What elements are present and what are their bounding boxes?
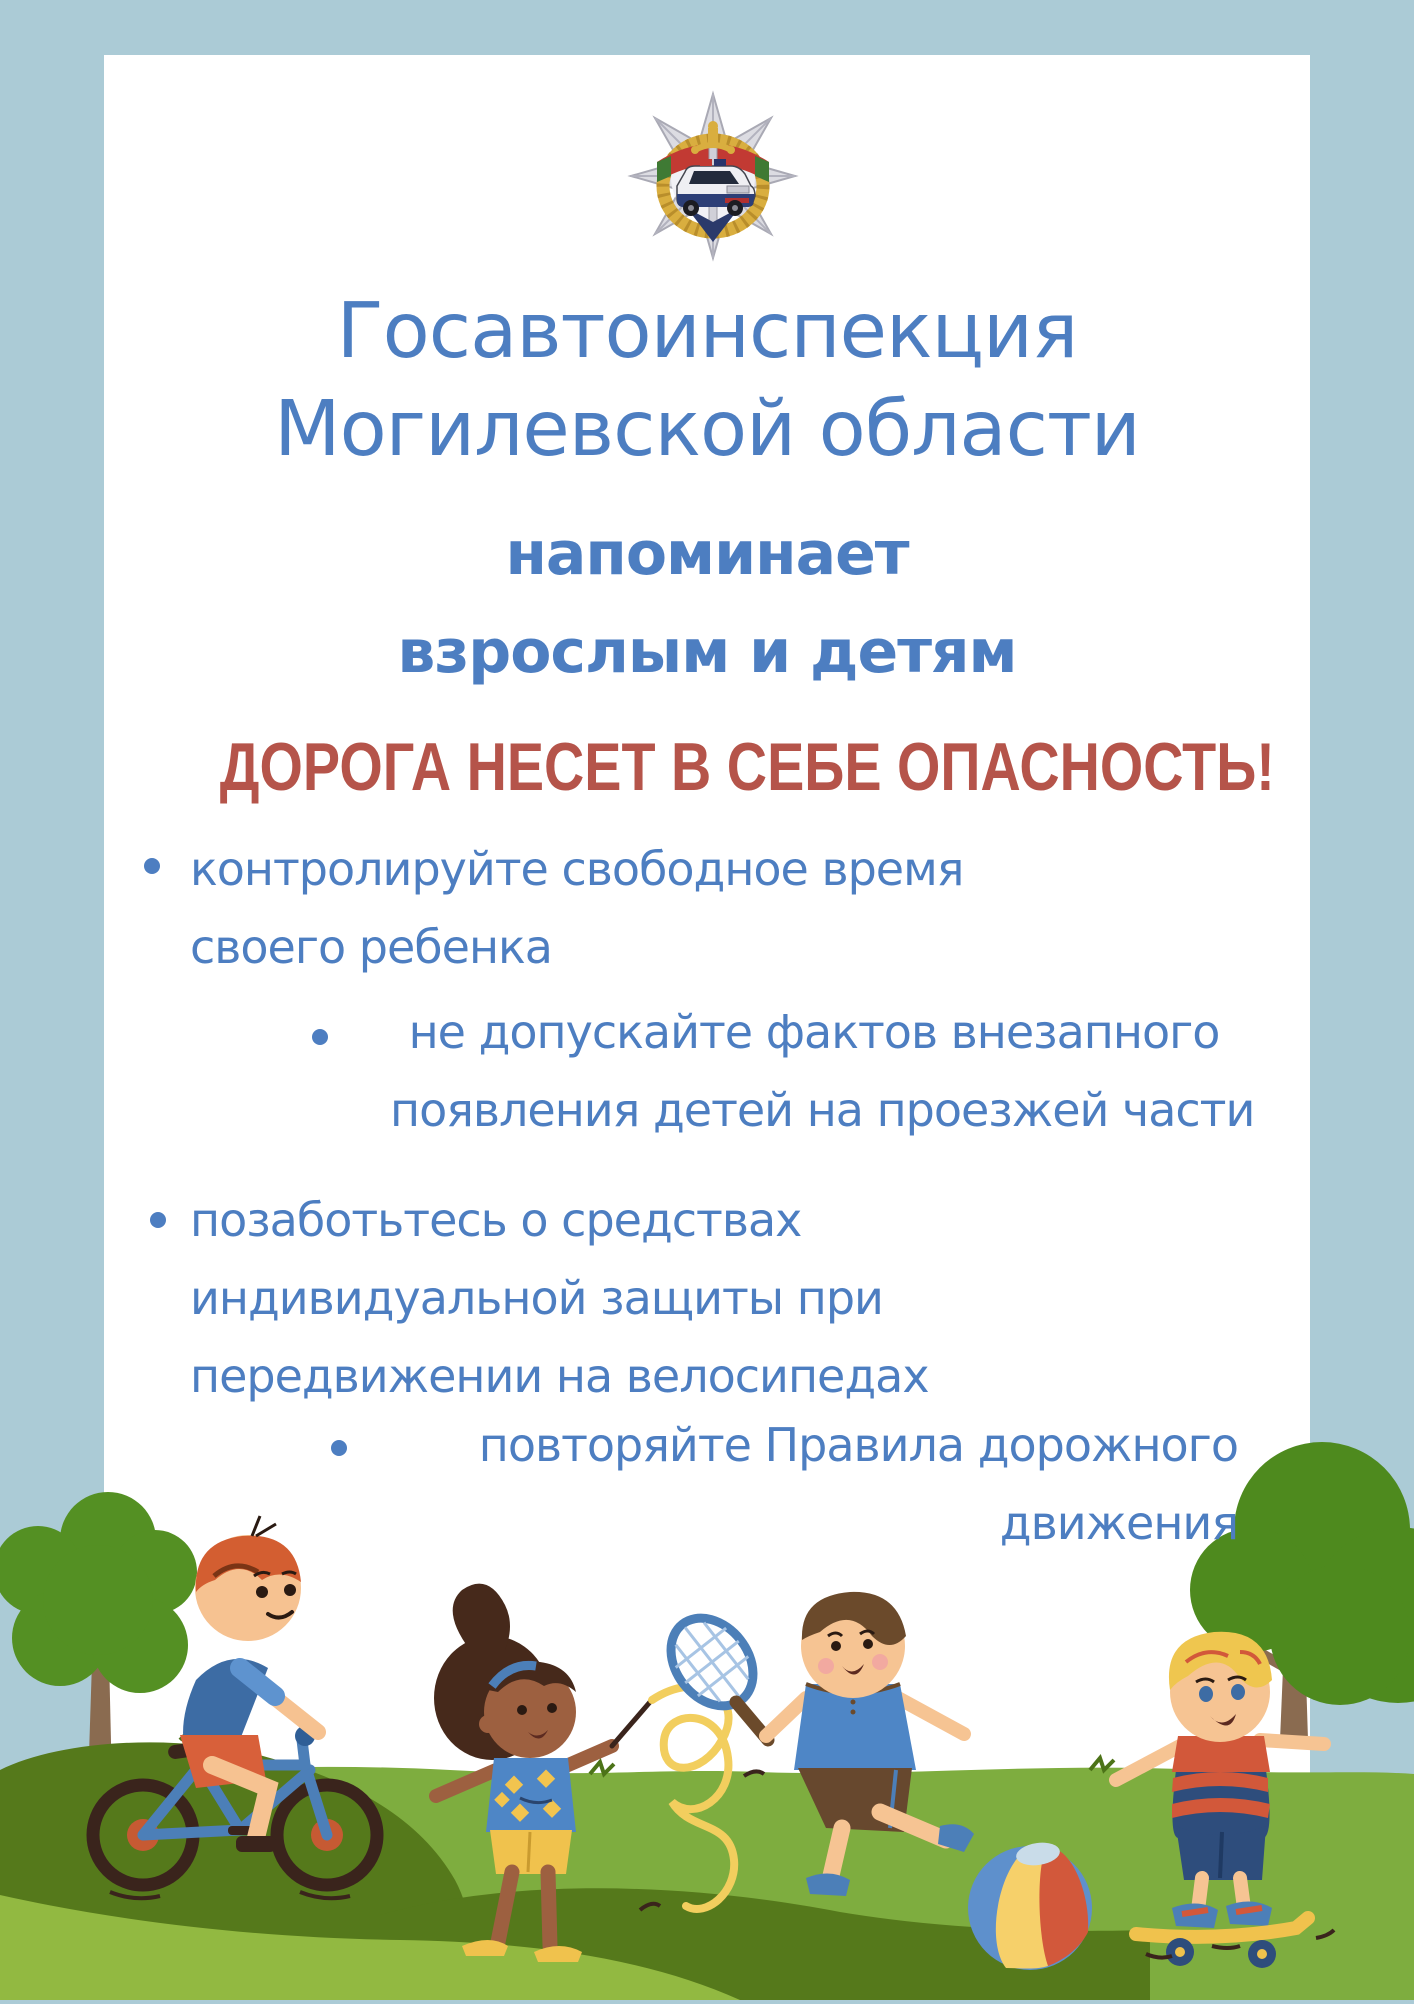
tennis-racket [654,1602,770,1740]
bullet-3-line-1: позаботьтесь о средствах [190,1193,802,1247]
bullet-3-line-2: индивидуальной защиты при [190,1271,883,1325]
bullet-item-2 [390,993,1255,1149]
bullet-2-line-1: не допускайте фактов внезапного [408,1005,1220,1059]
bullet-dot-4 [331,1440,347,1456]
bullet-4-line-2: движения [999,1496,1238,1550]
title-line-2: Могилевской области [274,385,1140,474]
warning-headline [104,727,1310,807]
subtitle-line-2: взрослым и детям [397,617,1017,687]
bullet-item-4 [400,1406,1238,1562]
subtitle-line-1: напоминает [505,519,909,589]
bullet-item-1 [190,830,963,986]
bullet-dot-1 [144,858,160,874]
bullet-dot-3 [150,1212,166,1228]
bullet-3-line-3: передвижении на велосипедах [190,1349,929,1403]
bullet-1-line-1: контролируйте свободное время [190,842,964,896]
warning-headline-text: ДОРОГА НЕСЕТ В СЕБЕ ОПАСНОСТЬ! [219,729,1275,805]
traffic-police-emblem [627,90,799,262]
bullet-2-line-2: появления детей на проезжей части [390,1083,1255,1137]
bullet-1-line-2: своего ребенка [190,920,552,974]
bullet-dot-2 [312,1029,328,1045]
tree-left [0,1492,197,1785]
title-line-1: Госавтоинспекция [336,287,1078,376]
bullet-item-3 [190,1181,929,1415]
bullet-4-line-1: повторяйте Правила дорожного [478,1418,1238,1472]
